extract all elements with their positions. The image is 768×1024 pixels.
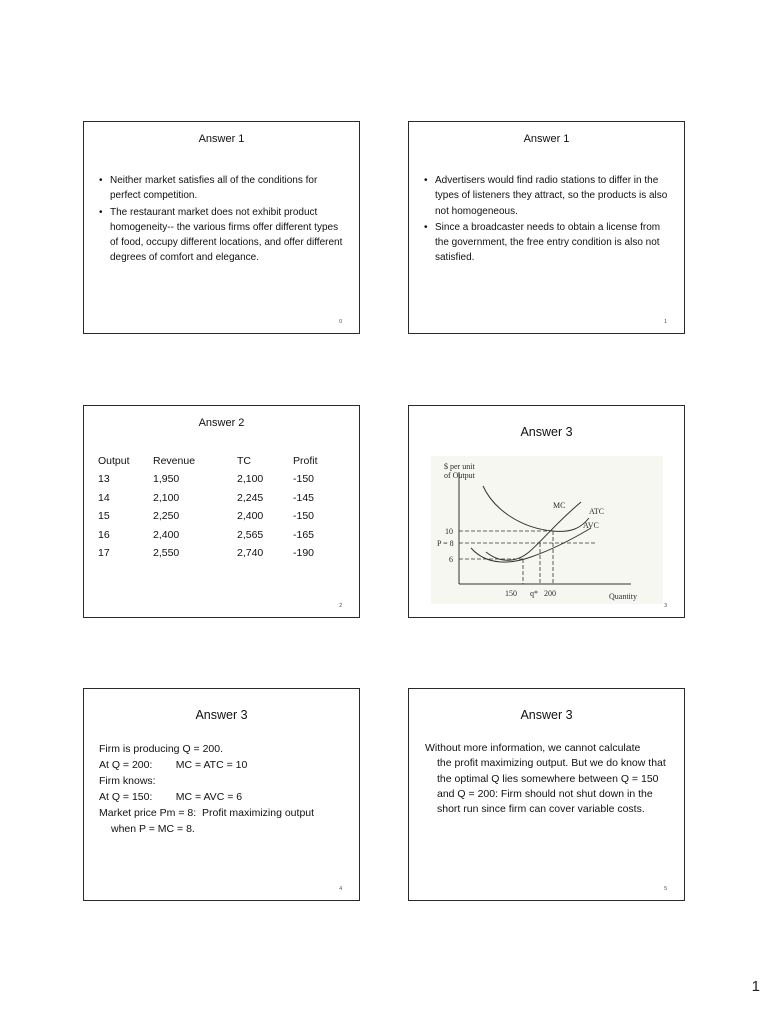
text-lines bbox=[99, 741, 314, 837]
table-cell: 15 bbox=[98, 510, 110, 523]
cost-curves-svg bbox=[431, 456, 663, 604]
text-line: Firm knows: bbox=[99, 775, 156, 787]
table-row bbox=[98, 473, 333, 491]
profit-table bbox=[98, 455, 333, 565]
text-line: At Q = 200: MC = ATC = 10 bbox=[99, 759, 248, 771]
slide-number: 4 bbox=[339, 886, 342, 892]
bullet-item: • Since a broadcaster needs to obtain a license from the government, the free entry condition is also not satisfied. bbox=[424, 221, 661, 264]
slide-title: Answer 3 bbox=[520, 425, 573, 439]
bullet-item: • Advertisers would find radio stations to differ in the types of listeners they attract, so the products is also not homogeneous. bbox=[424, 175, 668, 217]
table-row bbox=[98, 529, 333, 547]
column-header: Profit bbox=[293, 455, 318, 467]
table-row bbox=[98, 510, 333, 528]
table-cell: 2,100 bbox=[237, 473, 264, 486]
table-cell: -190 bbox=[293, 546, 315, 559]
slide-number: 1 bbox=[664, 319, 667, 325]
y-tick-label: 10 bbox=[445, 527, 453, 536]
y-axis-label-line2: of Output bbox=[444, 471, 475, 480]
table-cell: 17 bbox=[98, 546, 110, 559]
table-cell: 16 bbox=[98, 528, 110, 541]
table-cell: 2,550 bbox=[153, 546, 180, 559]
slide-title: Answer 3 bbox=[195, 708, 248, 722]
cost-curves-chart bbox=[431, 456, 663, 604]
slide-answer-2 bbox=[83, 405, 360, 618]
table-cell: 2,565 bbox=[237, 528, 264, 541]
table-row bbox=[98, 492, 333, 510]
page-number: 1 bbox=[751, 978, 760, 995]
slide-answer-3-chart bbox=[408, 405, 685, 618]
text-line: Market price Pm = 8: Profit maximizing output bbox=[99, 807, 315, 819]
table-cell: 13 bbox=[98, 473, 110, 486]
paragraph-rest: the profit maximizing output. But we do know that the optimal Q lies somewhere between Q = 150 and Q = 200: Firm should not shut down in the short run since firm can cover variable costs. bbox=[437, 757, 666, 816]
slide-answer-1a bbox=[83, 121, 360, 334]
table-cell: 2,740 bbox=[237, 546, 264, 559]
bullet-list bbox=[98, 173, 347, 267]
x-tick-label: q* bbox=[530, 589, 538, 598]
table-row bbox=[98, 547, 333, 565]
slide-answer-3-text bbox=[83, 688, 360, 901]
slide-title: Answer 1 bbox=[198, 133, 245, 145]
slide-answer-1b bbox=[408, 121, 685, 334]
table-cell: 1,950 bbox=[153, 473, 180, 486]
table-cell: -165 bbox=[293, 528, 315, 541]
slide-number: 3 bbox=[664, 603, 667, 609]
bullet-item: • The restaurant market does not exhibit product homogeneity-- the various firms offer different types of food, occupy different locations, and offer different degrees of comfort and elegance. bbox=[99, 206, 343, 264]
slide-title: Answer 1 bbox=[523, 133, 570, 145]
bullet-icon: • bbox=[99, 175, 103, 186]
table-cell: 2,245 bbox=[237, 491, 264, 504]
y-axis-label-line1: $ per unit bbox=[444, 462, 475, 471]
table-cell: -150 bbox=[293, 510, 315, 523]
x-tick-label: 150 bbox=[505, 589, 517, 598]
table-cell: -150 bbox=[293, 473, 315, 486]
slide-title: Answer 2 bbox=[198, 417, 245, 429]
table-cell: 2,100 bbox=[153, 491, 180, 504]
avc-curve bbox=[471, 528, 591, 562]
bullet-item: • Neither market satisfies all of the conditions for perfect competition. bbox=[99, 175, 318, 202]
conclusion-paragraph bbox=[425, 741, 675, 817]
column-header: Output bbox=[98, 455, 130, 467]
column-header: Revenue bbox=[153, 455, 196, 467]
avc-label: AVC bbox=[583, 521, 599, 530]
slide-number: 2 bbox=[339, 603, 342, 609]
paragraph-first-line: Without more information, we cannot calculate bbox=[425, 742, 641, 754]
atc-label: ATC bbox=[589, 507, 605, 516]
table-cell: 2,250 bbox=[153, 510, 180, 523]
text-line: At Q = 150: MC = AVC = 6 bbox=[99, 791, 243, 803]
bullet-icon: • bbox=[424, 175, 428, 186]
table-cell: 14 bbox=[98, 491, 110, 504]
bullet-icon: • bbox=[99, 206, 103, 218]
x-axis-label: Quantity bbox=[609, 592, 637, 601]
slide-title: Answer 3 bbox=[520, 708, 573, 722]
table-header-row bbox=[98, 455, 333, 473]
x-tick-label: 200 bbox=[544, 589, 556, 598]
y-tick-label: 6 bbox=[449, 555, 453, 564]
mc-label: MC bbox=[553, 501, 566, 510]
slide-number: 0 bbox=[339, 319, 342, 325]
slide-number: 5 bbox=[664, 886, 667, 892]
bullet-list bbox=[423, 173, 672, 267]
text-line: when P = MC = 8. bbox=[111, 823, 195, 835]
text-line: Firm is producing Q = 200. bbox=[99, 743, 224, 755]
column-header: TC bbox=[237, 455, 251, 467]
slide-answer-3-conclusion bbox=[408, 688, 685, 901]
table-cell: 2,400 bbox=[237, 510, 264, 523]
y-tick-label: P = 8 bbox=[437, 539, 454, 548]
table-cell: 2,400 bbox=[153, 528, 180, 541]
table-cell: -145 bbox=[293, 491, 315, 504]
bullet-icon: • bbox=[424, 221, 428, 233]
